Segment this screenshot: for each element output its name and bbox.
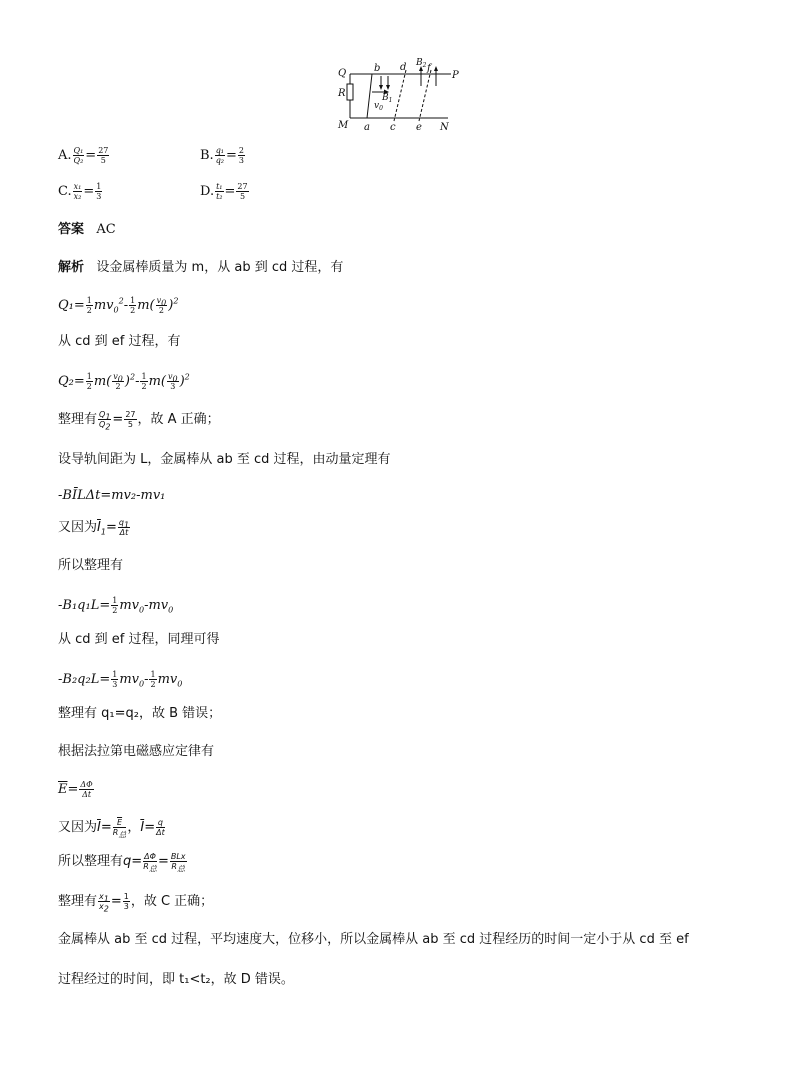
label-B2: $B_2$ [416, 58, 427, 69]
analysis-line-13: 整理有 q₁=q₂，故 B 错误； [58, 706, 222, 721]
label-B1: $B_1$ [382, 93, 393, 104]
analysis-line-20: 过程经过的时间，即 t₁<t₂，故 D 错误。 [58, 972, 294, 987]
analysis-eq-q2: Q₂= $\frac{1}{2}$ m( $\frac{v_0}{2}$ )$^2$- $\frac{1}{2}$ m( $\frac{v_0}{3}$ )$^2$ [58, 372, 190, 391]
label-b: b [374, 63, 381, 74]
label-R: R [338, 88, 346, 99]
resistor [347, 84, 353, 100]
option-d: D. $\frac{\text{t₁}}{\text{t₂}}$ = $\frac{27}{5}$ [200, 182, 248, 201]
label-e: e [416, 122, 422, 133]
analysis-eq-b1: -B₁q₁L= $\frac{1}{2}$ $mv_0-mv_0$ [58, 596, 174, 615]
label-Q: Q [338, 68, 347, 79]
analysis-eq-b2: -B₂q₂L= $\frac{1}{3}$ $mv_0-$ $\frac{1}{2}$ $mv_0$ [58, 670, 183, 689]
analysis-eq-momentum: -BĪLΔt=mv₂-mv₁ [58, 488, 166, 503]
analysis-eq-faraday: $\overline{E}=$ $\frac{\Delta\Phi}{\Delta t}$ [58, 780, 93, 799]
analysis-line-19: 金属棒从 ab 至 cd 过程，平均速度大，位移小，所以金属棒从 ab 至 cd 过程经历的时间一定小于从 cd 至 ef [58, 932, 689, 947]
analysis-line-16: 又因为$\overline{I}=$ $\frac{\overline{E}}{R_总}$ ，$\overline{I}=$ $\frac{q}{\Delta t}$ [58, 818, 165, 840]
option-b: B. $\frac{\text{q₁}}{\text{q₂}}$ = $\frac{2}{3}$ [200, 146, 245, 165]
analysis-line-6: 设导轨间距为 L，金属棒从 ab 至 cd 过程，由动量定理有 [58, 452, 391, 467]
analysis-line-14: 根据法拉第电磁感应定律有 [58, 744, 215, 759]
analysis-line-11: 从 cd 到 ef 过程，同理可得 [58, 632, 220, 647]
label-P: P [452, 70, 459, 81]
label-f: f [427, 63, 431, 74]
line-cd [394, 70, 406, 121]
label-M: M [338, 120, 349, 131]
label-v0: $v_0$ [374, 101, 383, 112]
option-a: A. $\frac{\text{Q₁}}{\text{Q₂}}$ = $\frac{27}{5}$ [58, 146, 109, 165]
analysis-line-1: 解析 设金属棒质量为 m，从 ab 到 cd 过程，有 [58, 260, 344, 275]
analysis-line-5: 整理有 $\frac{Q_1}{Q_2}$ = $\frac{27}{5}$ ，故 A 正确； [58, 410, 220, 432]
label-N: N [440, 122, 449, 133]
label-d: d [400, 62, 407, 73]
rod-ab [367, 74, 372, 118]
analysis-line-17: 所以整理有q= $\frac{\Delta\Phi}{R_总}$ = $\frac{\text{BLx}}{R_总}$ [58, 852, 186, 874]
analysis-line-18: 整理有 $\frac{x_1}{x_2}$ = $\frac{1}{3}$ ，故 C 正确； [58, 892, 214, 914]
analysis-line-8: 又因为$\overline{I}_1=$ $\frac{q_1}{\Delta t}$ [58, 518, 130, 537]
analysis-eq-q1: Q₁= $\frac{1}{2}$ $mv_0^2-$ $\frac{1}{2}$ m( $\frac{v_0}{2}$ )$^2$ [58, 296, 179, 315]
option-c: C. $\frac{\text{x₁}}{\text{x₂}}$ = $\frac{1}{3}$ [58, 182, 102, 201]
circuit-figure [336, 58, 466, 136]
answer: 答案 AC [58, 222, 116, 237]
label-a: a [364, 122, 370, 133]
analysis-line-9: 所以整理有 [58, 558, 124, 573]
analysis-line-3: 从 cd 到 ef 过程，有 [58, 334, 181, 349]
label-c: c [390, 122, 396, 133]
